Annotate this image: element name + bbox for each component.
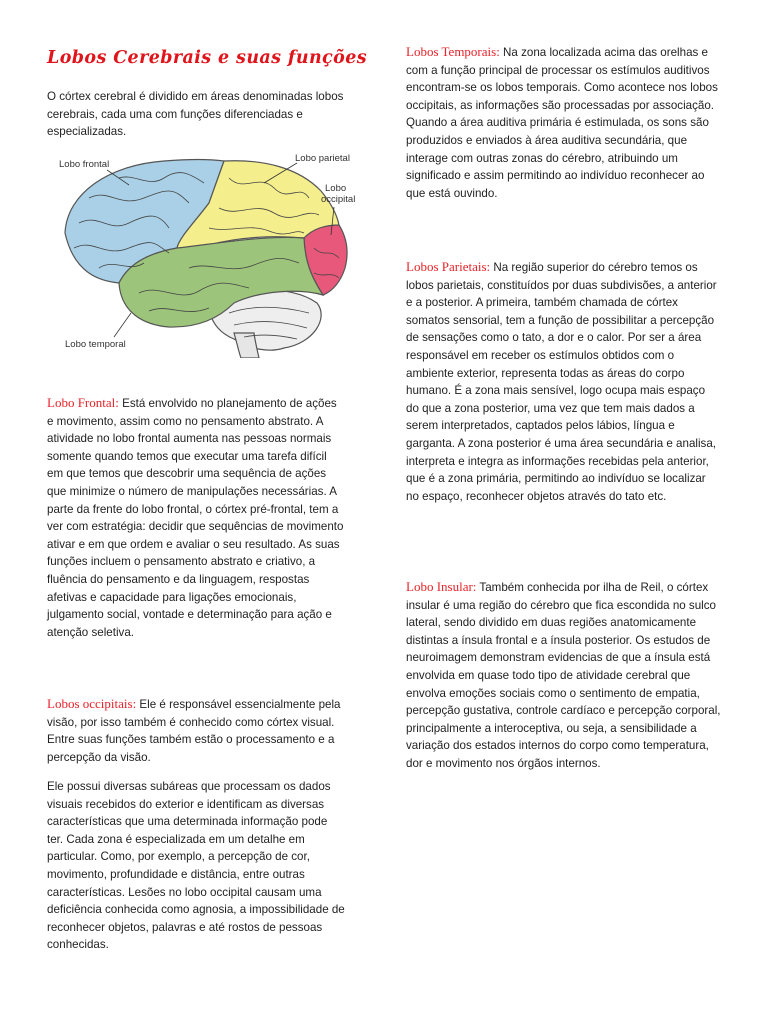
label-occipital-2: occipital: [321, 194, 356, 205]
intro-paragraph: O córtex cerebral é dividido em áreas denominadas lobos cerebrais, cada uma com funções diferenciadas e especializadas.: [47, 90, 344, 139]
label-frontal: Lobo frontal: [59, 159, 110, 170]
label-parietal: Lobo parietal: [295, 153, 350, 164]
section-occipital-heading: Lobos occipitais:: [47, 696, 137, 711]
section-insular-heading: Lobo Insular:: [406, 579, 477, 594]
section-occipital-text: Ele é responsável essencialmente pela visão, por isso também é conhecido como córtex visual. Entre suas funções também estão o processamento e a percepção da visão.: [47, 698, 341, 764]
section-frontal: [47, 394, 345, 641]
section-temporal: [406, 43, 721, 202]
section-frontal-heading: Lobo Frontal:: [47, 395, 119, 410]
section-temporal-text: Na zona localizada acima das orelhas e com a função principal de processar os estímulos auditivos encontram-se os lobos temporais. Como acontece nos lobos occipitais, as informações são processadas por associação. Quando a área auditiva primária é estimulada, os sons são produzidos e enviados à área auditiva secundária, que interage com outras zonas do cérebro, atribuindo um significado e assim permitindo ao indivíduo reconhecer ao que está ouvindo.: [406, 46, 718, 200]
section-parietal-heading: Lobos Parietais:: [406, 259, 491, 274]
section-parietal: [406, 258, 721, 505]
page-title: Lobos Cerebrais e suas funções: [47, 48, 368, 68]
label-occipital-1: Lobo: [325, 183, 347, 194]
section-insular-text: Também conhecida por ilha de Reil, o córtex insular é uma região do cérebro que fica escondida no sulco lateral, sendo dividido em duas regiões anatomicamente distintas a ínsula frontal e a ínsula posterior. Os estudos de neuroimagem demonstram evidencias de que a ínsula está envolvida em quase todo tipo de atividade cerebral que envolva emoções sociais como o sentimento de empatia, percepção gustativa, controle cardíaco e percepção corporal, principalmente a interoceptiva, ou seja, a sensibilidade a variação dos estados internos do corpo como temperatura, dor e movimento nos órgãos internos.: [406, 581, 721, 770]
section-occipital-text2: Ele possui diversas subáreas que processam os dados visuais recebidos do exterior e identificam as diversas características que uma determinada informação pode ter. Cada zona é especializada em um detalhe em particular. Como, por exemplo, a percepção de cor, movimento, profundidade e distância, entre outras características. Lesões no lobo occipital causam uma deficiência conhecida como agnosia, a impossibilidade de reconhecer objetos, palavras e até rostos de pessoas conhecidas.: [47, 780, 345, 952]
section-occipital: [47, 695, 345, 766]
label-temporal: Lobo temporal: [65, 339, 126, 350]
section-parietal-text: Na região superior do cérebro temos os lobos parietais, constituídos por duas subdivisões, a anterior e a posterior. A primeira, também chamada de córtex somatos sensorial, tem a função de possibilitar a percepção de sensações como o tato, a dor e o calor. Por ser a área responsável em receber os estímulos obtidos com o ambiente exterior, representa todas as áreas do corpo humano. É a zona mais sensível, logo ocupa mais espaço do que a zona posterior, uma vez que tem mais dados a serem interpretados, captados pelos lábios, língua e garganta. A zona posterior é uma área secundária e analisa, interpreta e integra as informações recebidas pela anterior, que é a zona primária, permitindo ao indivíduo se localizar no espaço, reconhecer objetos através do tato etc.: [406, 261, 717, 503]
section-insular: [406, 578, 721, 773]
section-frontal-text: Está envolvido no planejamento de ações e movimento, assim como no pensamento abstrato. A atividade no lobo frontal aumenta nas pessoas normais somente quando temos que executar uma tarefa difícil em que temos que descobrir uma sequência de ações que minimize o número de manipulações necessárias. A parte da frente do lobo frontal, o córtex pré-frontal, tem a ver com estratégia: decidir que sequências de movimento ativar e em que ordem e avaliar o seu resultado. As suas funções incluem o pensamento abstrato e criativo, a fluência do pensamento e da linguagem, respostas afetivas e capacidade para ligações emocionais, julgamento social, vontade e determinação para ação e atenção seletiva.: [47, 397, 344, 639]
brain-diagram: [59, 153, 365, 358]
section-temporal-heading: Lobos Temporais:: [406, 44, 500, 59]
brain-figure: [59, 153, 365, 358]
